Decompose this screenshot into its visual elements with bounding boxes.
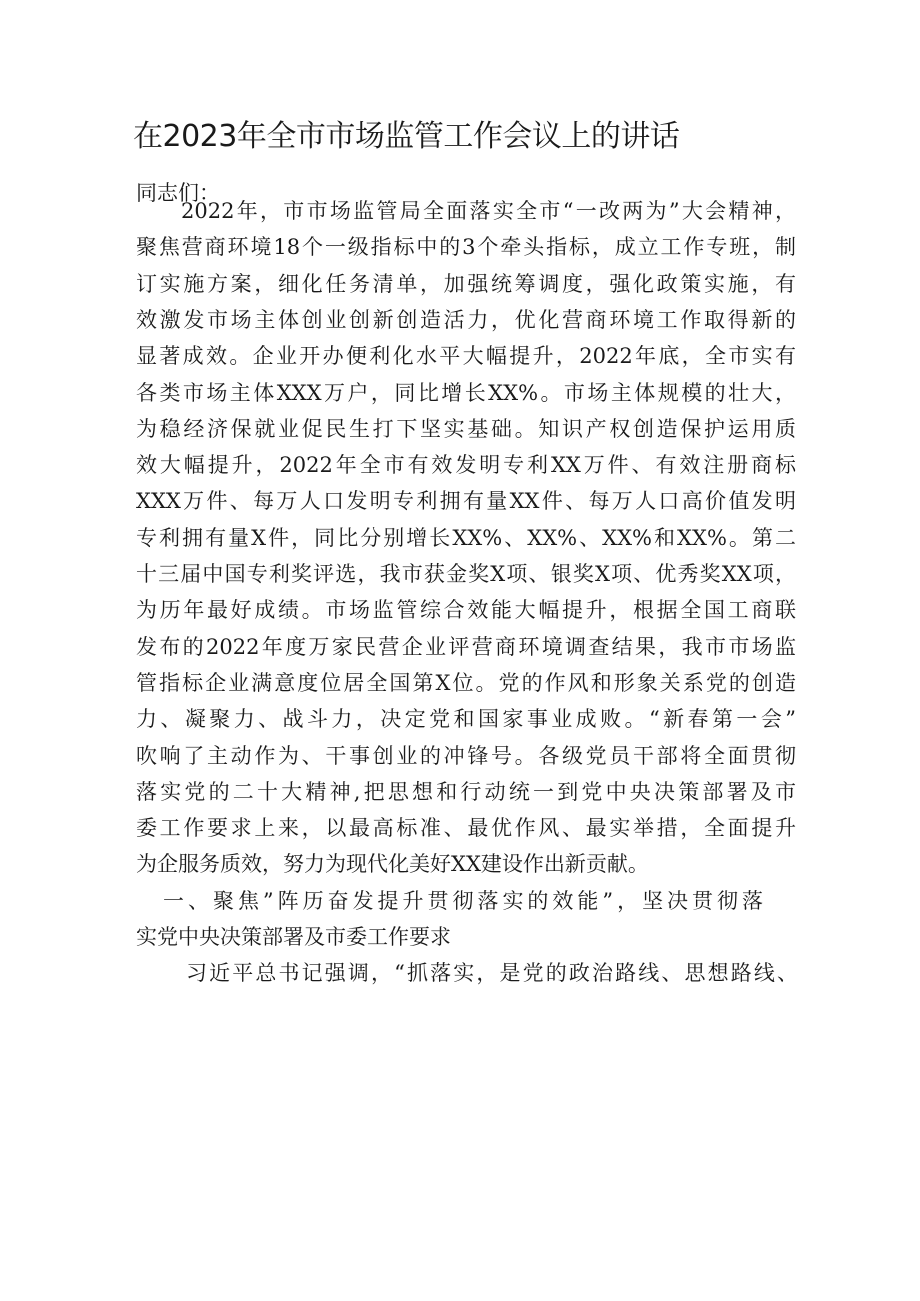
body-line: 委工作要求上来，以最高标准、最优作风、最实举措，全面提升 xyxy=(136,816,796,840)
body-line: 十三届中国专利奖评选，我市获金奖X项、银奖X项、优秀奖XX项， xyxy=(136,562,796,586)
body-line: 一、聚焦”阵历奋发提升贯彻落实的效能”，坚决贯彻落 xyxy=(163,889,763,913)
body-line: 吹响了主动作为、干事创业的冲锋号。各级党员干部将全面贯彻 xyxy=(136,744,796,768)
body-line: 为稳经济保就业促民生打下坚实基础。知识产权创造保护运用质 xyxy=(136,417,796,441)
body-line: 显著成效。企业开办便利化水平大幅提升，2022年底，全市实有 xyxy=(136,344,796,368)
body-line: 习近平总书记强调，“抓落实，是党的政治路线、思想路线、 xyxy=(186,961,798,985)
body-line: 力、凝聚力、战斗力，决定党和国家事业成败。“新春第一会” xyxy=(136,707,796,731)
body-line: 效激发市场主体创业创新创造活力，优化营商环境工作取得新的 xyxy=(136,308,796,332)
body-line: XXX万件、每万人口发明专利拥有量XX件、每万人口高价值发明 xyxy=(136,489,796,513)
body-line: 聚焦营商环境18个一级指标中的3个牵头指标，成立工作专班，制 xyxy=(136,235,796,259)
document-title: 在2023年全市市场监管工作会议上的讲话 xyxy=(133,119,680,154)
body-line: 实党中央决策部署及市委工作要求 xyxy=(136,925,451,949)
body-line: 订实施方案，细化任务清单，加强统筹调度，强化政策实施，有 xyxy=(136,272,796,296)
body-line: 2022年，市市场监管局全面落实全市“一改两为”大会精神， xyxy=(181,199,796,223)
body-line: 发布的2022年度万家民营企业评营商环境调查结果，我市市场监 xyxy=(136,635,796,659)
body-line: 为历年最好成绩。市场监管综合效能大幅提升，根据全国工商联 xyxy=(136,598,796,622)
body-line: 效大幅提升，2022年全市有效发明专利XX万件、有效注册商标 xyxy=(136,453,796,477)
salutation: 同志们： xyxy=(136,181,220,205)
body-line: 落实党的二十大精神,把思想和行动统一到党中央决策部署及市 xyxy=(136,780,796,804)
body-line: 专利拥有量X件，同比分别增长XX%、XX%、XX%和XX%。第二 xyxy=(136,526,796,550)
body-line: 管指标企业满意度位居全国第X位。党的作风和形象关系党的创造 xyxy=(136,671,796,695)
body-line: 各类市场主体XXX万户，同比增长XX%。市场主体规模的壮大， xyxy=(136,381,796,405)
body-line: 为企服务质效，努力为现代化美好XX建设作出新贡献。 xyxy=(136,852,649,876)
